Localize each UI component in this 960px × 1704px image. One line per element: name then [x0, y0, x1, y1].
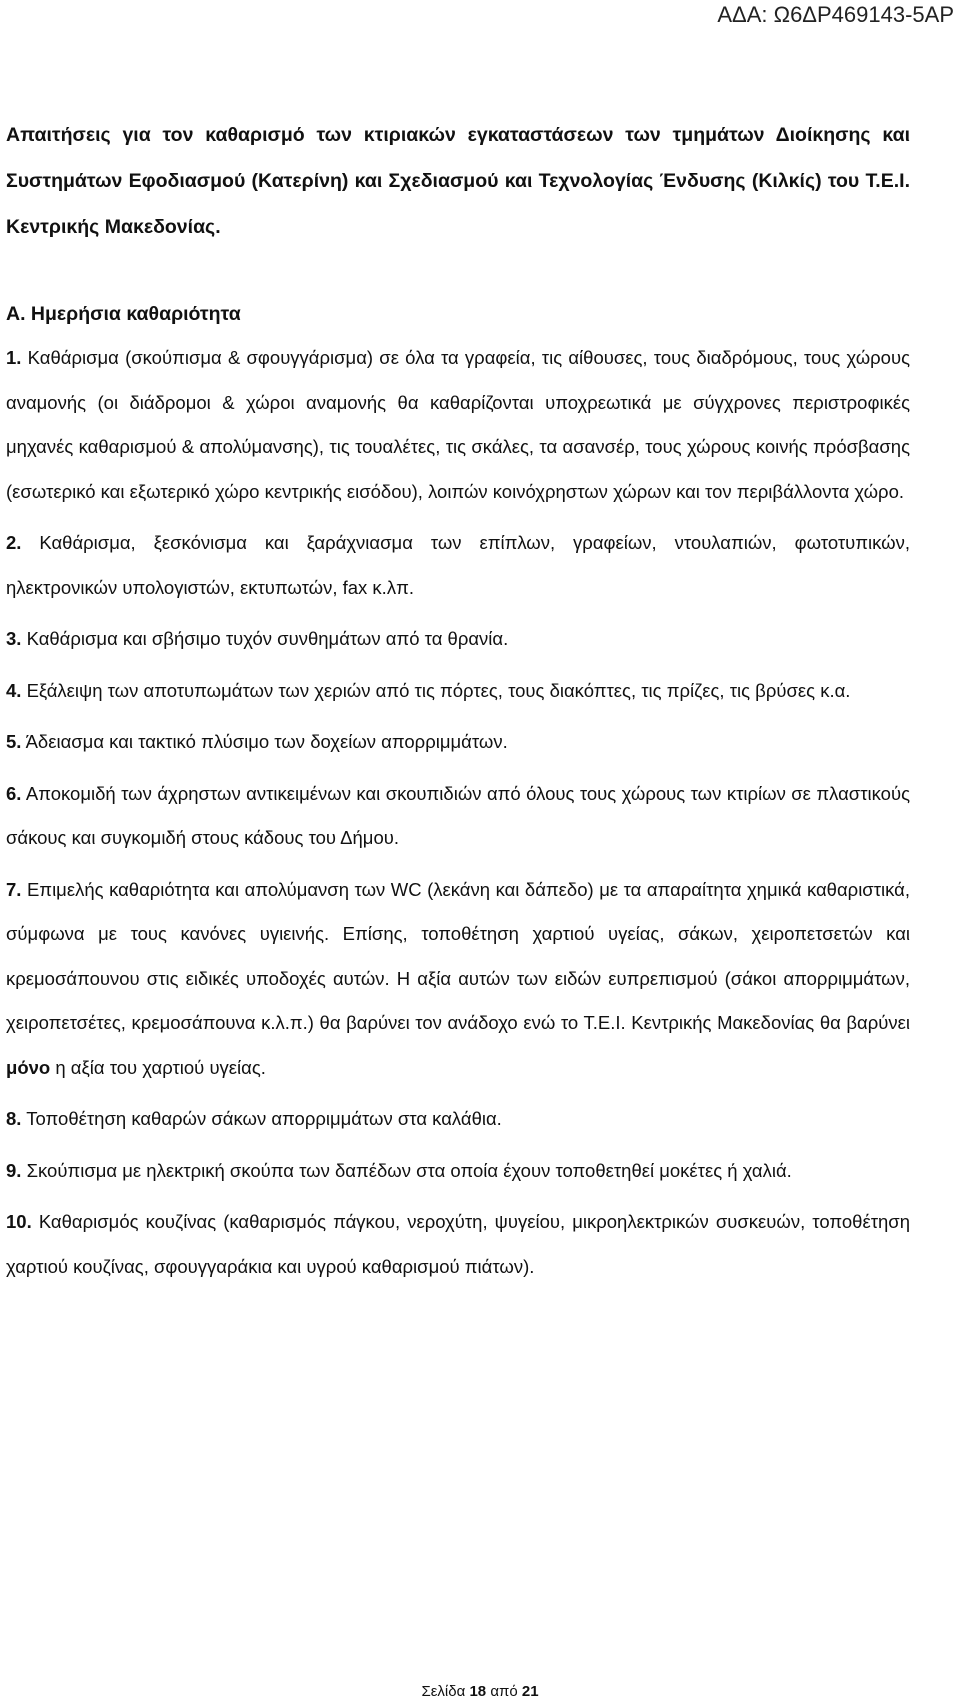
item-text: Τοποθέτηση καθαρών σάκων απορριμμάτων στα καλάθια. — [26, 1108, 502, 1129]
item-number: 10. — [6, 1211, 32, 1232]
item-text: Καθάρισμα, ξεσκόνισμα και ξαράχνιασμα των επίπλων, γραφείων, ντουλαπιών, φωτοτυπικών, ηλεκτρονικών υπολογιστών, εκτυπωτών, fax κ.λπ. — [6, 532, 911, 598]
list-item-8 — [6, 1097, 910, 1142]
list-item-5 — [6, 720, 910, 765]
item-number: 6. — [6, 782, 22, 804]
list-item-2 — [6, 521, 910, 610]
item-number: 3. — [6, 628, 22, 649]
item-text: Εξάλειψη των αποτυπωμάτων των χεριών από τις πόρτες, τους διακόπτες, τις πρίζες, τις βρύσες κ.α. — [26, 679, 851, 701]
list-item-10 — [6, 1200, 910, 1289]
item-number: 4. — [6, 679, 22, 701]
page-footer — [0, 1683, 960, 1700]
section-heading: Α. Ημερήσια καθαριότητα — [6, 303, 241, 325]
list-item-9 — [6, 1149, 910, 1194]
list-item-1 — [6, 336, 910, 514]
item-text: Καθαρισμός κουζίνας (καθαρισμός πάγκου, νεροχύτη, ψυγείου, μικροηλεκτρικών συσκευών, τοποθέτηση χαρτιού κουζίνας, σφουγγαράκια και υγρού καθαρισμού πιάτων). — [6, 1211, 911, 1277]
item-text: Επιμελής καθαριότητα και απολύμανση των WC (λεκάνη και δάπεδο) με τα απαραίτητα χημικά καθαριστικά, σύμφωνα με τους κανόνες υγιεινής. Επίσης, τοποθέτηση χαρτιού υγείας, σάκων, χειροπετσετών και κρεμοσάπουνου στις ειδικές υποδοχές αυτών. Η αξία αυτών των ειδών ευπρεπισμού (σάκοι απορριμμάτων, χειροπετσέτες, κρεμοσάπουνα κ.λ.π.) θα βαρύνει τον ανάδοχο ενώ το Τ.Ε.Ι. Κεντρικής Μακεδονίας θα βαρύνει — [6, 878, 910, 1033]
page-sep: από — [490, 1683, 518, 1700]
item-text: Καθάρισμα και σβήσιμο τυχόν συνθημάτων από τα θρανία. — [26, 628, 509, 649]
item-emphasis: μόνο — [6, 1056, 51, 1078]
item-text: Αποκομιδή των άχρηστων αντικειμένων και σκουπιδιών από όλους τους χώρους των κτιρίων σε πλαστικούς σάκους και συγκομιδή στους κάδους του Δήμου. — [6, 782, 910, 848]
item-text: Καθάρισμα (σκούπισμα & σφουγγάρισμα) σε όλα τα γραφεία, τις αίθουσες, τους διαδρόμους, τους χώρους αναμονής (οι διάδρομοι & χώροι αναμονής θα καθαρίζονται υποχρεωτικά με σύγχρονες περιστροφικές μηχανές καθαρισμού & απολύμανσης), τις τουαλέτες, τις σκάλες, τα ασανσέρ, τους χώρους κοινής πρόσβασης (εσωτερικό και εξωτερικό χώρο κεντρικής εισόδου), λοιπών κοινόχρηστων χώρων και τον περιβάλλοντα χώρο. — [6, 347, 911, 502]
item-number: 7. — [6, 878, 22, 900]
page-current: 18 — [469, 1683, 487, 1700]
item-text: Σκούπισμα με ηλεκτρική σκούπα των δαπέδων στα οποία έχουν τοποθετηθεί μοκέτες ή χαλιά. — [26, 1159, 792, 1181]
ada-code: ΑΔΑ: Ω6ΔΡ469143-5ΑΡ — [717, 2, 954, 27]
item-number: 2. — [6, 532, 22, 553]
list-item-4 — [6, 669, 910, 714]
item-text: Άδειασμα και τακτικό πλύσιμο των δοχείων απορριμμάτων. — [25, 731, 508, 752]
item-number: 9. — [6, 1159, 22, 1181]
list-item-6 — [6, 772, 910, 861]
document-body — [6, 112, 910, 1296]
item-text-after: η αξία του χαρτιού υγείας. — [55, 1056, 266, 1078]
document-title: Απαιτήσεις για τον καθαρισμό των κτιριακών εγκαταστάσεων των τμημάτων Διοίκησης και Συστημάτων Εφοδιασμού (Κατερίνη) και Σχεδιασμού και Τεχνολογίας Ένδυσης (Κιλκίς) του Τ.Ε.Ι. Κεντρικής Μακεδονίας. — [6, 124, 910, 238]
list-item-3 — [6, 617, 910, 662]
item-number: 1. — [6, 347, 22, 368]
list-item-7 — [6, 868, 910, 1091]
page-total: 21 — [521, 1683, 539, 1700]
item-number: 5. — [6, 731, 22, 752]
page-label: Σελίδα — [421, 1683, 466, 1700]
item-number: 8. — [6, 1108, 22, 1129]
